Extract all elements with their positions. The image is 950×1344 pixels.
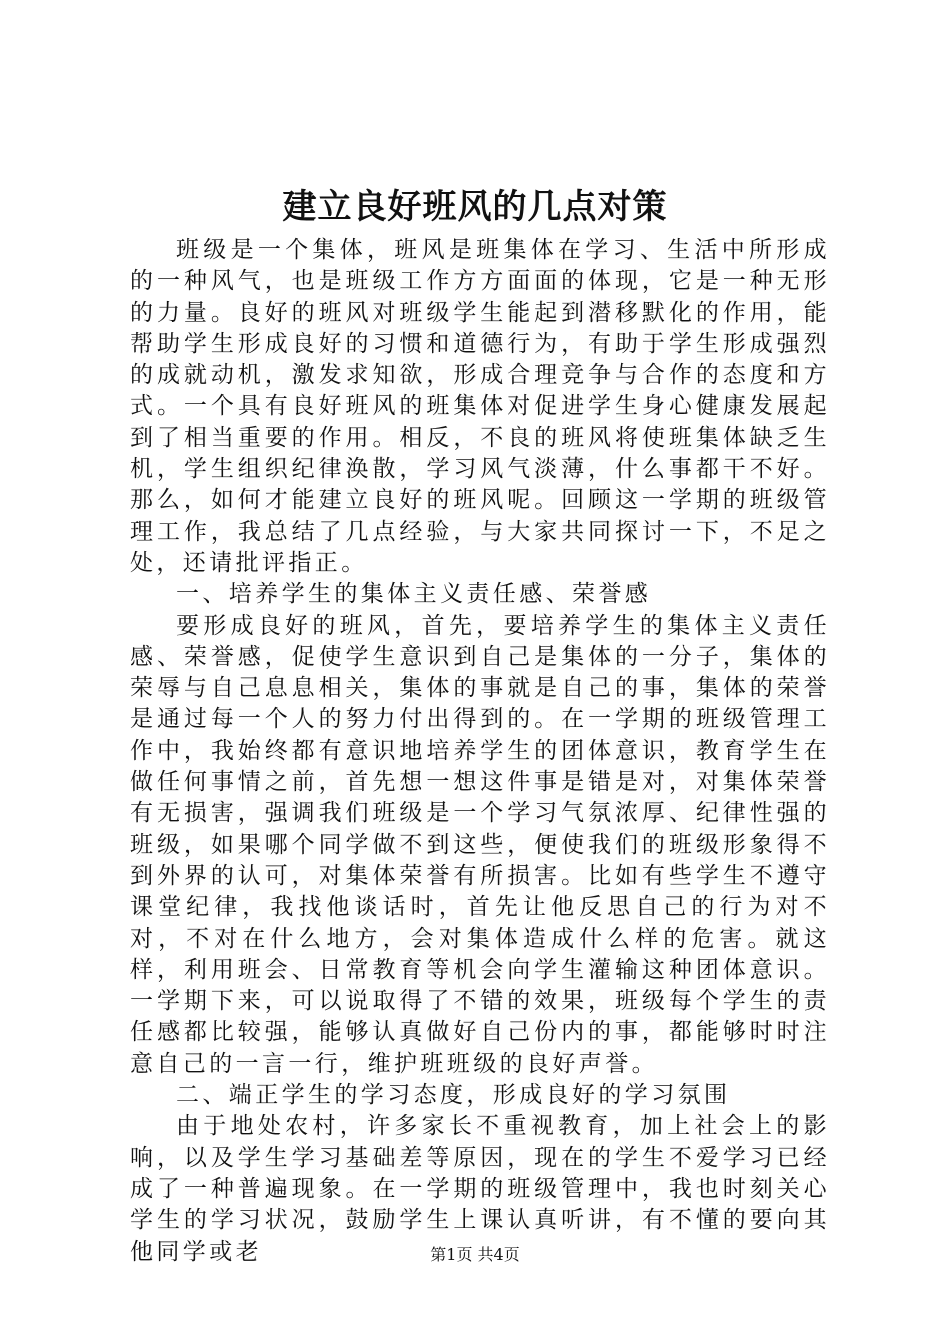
page-number-footer: 第1页 共4页: [430, 1245, 520, 1264]
document-body: [130, 235, 830, 1268]
paragraph-section-1: 要形成良好的班风，首先，要培养学生的集体主义责任感、荣誉感，促使学生意识到自己是集体的一分子，集体的荣辱与自己息息相关，集体的事就是自己的事，集体的荣誉是通过每一个人的努力付出得到的。在一学期的班级管理工作中，我始终都有意识地培养学生的团体意识，教育学生在做任何事情之前，首先想一想这件事是错是对，对集体荣誉有无损害，强调我们班级是一个学习气氛浓厚、纪律性强的班级，如果哪个同学做不到这些，便使我们的班级形象得不到外界的认可，对集体荣誉有所损害。比如有些学生不遵守课堂纪律，我找他谈话时，首先让他反思自己的行为对不对，不对在什么地方，会对集体造成什么样的危害。就这样，利用班会、日常教育等机会向学生灌输这种团体意识。一学期下来，可以说取得了不错的效果，班级每个学生的责任感都比较强，能够认真做好自己份内的事，都能够时时注意自己的一言一行，维护班班级的良好声誉。: [130, 612, 830, 1077]
document-title: 建立良好班风的几点对策: [282, 187, 668, 227]
section-heading-2: 二、端正学生的学习态度，形成良好的学习氛围: [176, 1082, 731, 1109]
paragraph-section-2: 由于地处农村，许多家长不重视教育，加上社会上的影响，以及学生学习基础差等原因，现在的学生不爱学习已经成了一种普遍现象。在一学期的班级管理中，我也时刻关心学生的学习状况，鼓励学生上课认真听讲，有不懂的要向其他同学或老: [130, 1113, 830, 1265]
section-heading-1: 一、培养学生的集体主义责任感、荣誉感: [176, 581, 652, 608]
paragraph-intro: 班级是一个集体，班风是班集体在学习、生活中所形成的一种风气，也是班级工作方方面面的体现，它是一种无形的力量。良好的班风对班级学生能起到潜移默化的作用，能帮助学生形成良好的习惯和道德行为，有助于学生形成强烈的成就动机，激发求知欲，形成合理竞争与合作的态度和方式。一个具有良好班风的班集体对促进学生身心健康发展起到了相当重要的作用。相反，不良的班风将使班集体缺乏生机，学生组织纪律涣散，学习风气淡薄，什么事都干不好。那么，如何才能建立良好的班风呢。回顾这一学期的班级管理工作，我总结了几点经验，与大家共同探讨一下，不足之处，还请批评指正。: [130, 237, 830, 576]
